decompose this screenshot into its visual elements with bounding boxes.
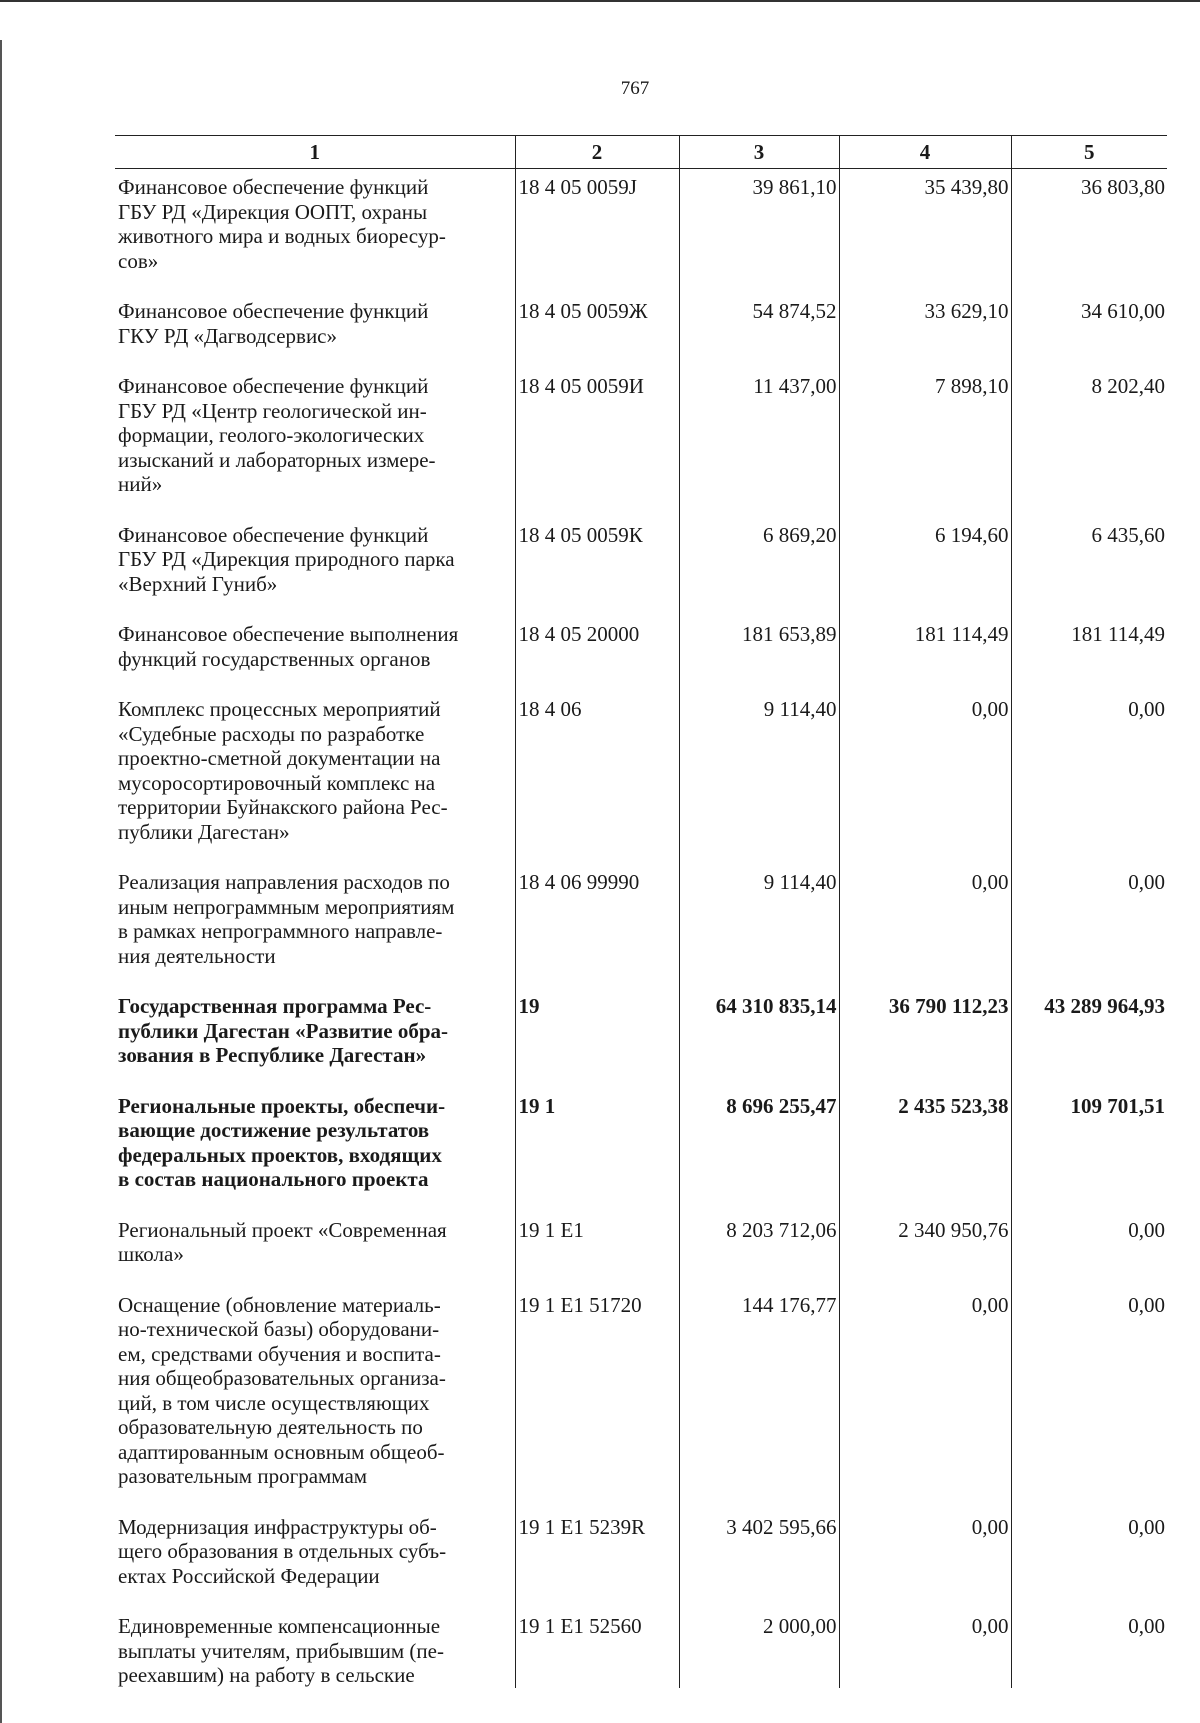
description-line: Финансовое обеспечение функций <box>118 374 429 398</box>
row-code: 18 4 05 0059J <box>515 169 679 294</box>
table-row <box>115 368 1167 517</box>
description-line: вающие достижение результатов <box>118 1118 430 1142</box>
description-line: сов» <box>118 248 159 273</box>
row-code: 19 1 E1 <box>515 1212 679 1287</box>
description-line: ем, средствами обучения и воспита- <box>118 1341 441 1366</box>
row-value-col-4: 7 898,10 <box>839 368 1011 517</box>
description-line: иным непрограммным мероприятиям <box>118 894 455 919</box>
description-line: публики Дагестан» <box>118 819 290 844</box>
row-value-col-5: 0,00 <box>1011 1287 1167 1509</box>
row-description <box>115 616 515 691</box>
description-line: ГБУ РД «Дирекция ООПТ, охраны <box>118 199 428 224</box>
row-value-col-5: 6 435,60 <box>1011 517 1167 617</box>
row-description <box>115 368 515 517</box>
row-description <box>115 1287 515 1509</box>
table-row <box>115 864 1167 988</box>
table-body <box>115 169 1167 1688</box>
description-line: Модернизация инфраструктуры об- <box>118 1514 437 1539</box>
row-code: 19 1 E1 5239R <box>515 1509 679 1609</box>
row-code: 18 4 06 <box>515 691 679 864</box>
row-code: 18 4 05 0059Ж <box>515 293 679 368</box>
description-line: ГБУ РД «Дирекция природного парка <box>118 547 455 571</box>
description-line: Государственная программа Рес- <box>118 994 432 1018</box>
description-line: «Верхний Гуниб» <box>118 571 278 596</box>
row-description <box>115 293 515 368</box>
page-top-border <box>0 0 1200 2</box>
row-value-col-4: 2 340 950,76 <box>839 1212 1011 1287</box>
row-value-col-5: 0,00 <box>1011 1212 1167 1287</box>
row-value-col-3: 9 114,40 <box>679 864 839 988</box>
description-line: Реализация направления расходов по <box>118 870 450 894</box>
row-value-col-5: 36 803,80 <box>1011 169 1167 294</box>
row-value-col-3: 9 114,40 <box>679 691 839 864</box>
description-line: школа» <box>118 1242 184 1266</box>
table-row <box>115 616 1167 691</box>
row-value-col-4: 0,00 <box>839 1509 1011 1609</box>
row-description <box>115 517 515 617</box>
row-value-col-4: 0,00 <box>839 1287 1011 1509</box>
table-row <box>115 1088 1167 1212</box>
row-value-col-3: 8 696 255,47 <box>679 1088 839 1212</box>
row-description <box>115 691 515 864</box>
description-line: в состав национального проекта <box>118 1167 429 1191</box>
page-number: 767 <box>620 78 650 99</box>
row-description <box>115 1608 515 1688</box>
row-value-col-4: 2 435 523,38 <box>839 1088 1011 1212</box>
row-description <box>115 1212 515 1287</box>
table-row <box>115 1608 1167 1688</box>
row-value-col-4: 33 629,10 <box>839 293 1011 368</box>
description-line: ния деятельности <box>118 943 276 968</box>
row-value-col-4: 0,00 <box>839 691 1011 864</box>
description-line: Оснащение (обновление материаль- <box>118 1292 441 1317</box>
table-row <box>115 1509 1167 1609</box>
description-line: образовательную деятельность по <box>118 1415 423 1439</box>
table-header-row <box>115 136 1167 169</box>
row-code: 18 4 05 0059И <box>515 368 679 517</box>
row-value-col-5: 0,00 <box>1011 691 1167 864</box>
row-description <box>115 988 515 1088</box>
row-value-col-3: 39 861,10 <box>679 169 839 294</box>
description-line: ектах Российской Федерации <box>118 1563 380 1588</box>
table-row <box>115 169 1167 294</box>
description-line: реехавшим) на работу в сельские <box>118 1663 415 1687</box>
row-value-col-4: 36 790 112,23 <box>839 988 1011 1088</box>
row-value-col-4: 181 114,49 <box>839 616 1011 691</box>
description-line: выплаты учителям, прибывшим (пе- <box>118 1638 444 1663</box>
description-line: Региональный проект «Современная <box>118 1217 447 1242</box>
description-line: Финансовое обеспечение выполнения <box>118 622 459 646</box>
description-line: в рамках непрограммного направле- <box>118 919 443 943</box>
row-code: 18 4 05 0059К <box>515 517 679 617</box>
row-code: 18 4 06 99990 <box>515 864 679 988</box>
description-line: «Судебные расходы по разработке <box>118 721 425 746</box>
row-code: 19 1 E1 51720 <box>515 1287 679 1509</box>
budget-table <box>115 135 1167 1688</box>
row-value-col-4: 0,00 <box>839 1608 1011 1688</box>
description-line: адаптированным основным общеоб- <box>118 1439 445 1464</box>
row-value-col-3: 2 000,00 <box>679 1608 839 1688</box>
row-description <box>115 1509 515 1609</box>
row-value-col-3: 181 653,89 <box>679 616 839 691</box>
description-line: щего образования в отдельных субъ- <box>118 1539 447 1563</box>
description-line: Комплекс процессных мероприятий <box>118 697 441 721</box>
row-value-col-3: 144 176,77 <box>679 1287 839 1509</box>
row-description <box>115 169 515 294</box>
row-value-col-5: 0,00 <box>1011 864 1167 988</box>
row-code: 19 <box>515 988 679 1088</box>
description-line: ГБУ РД «Центр геологической ин- <box>118 398 427 423</box>
row-code: 19 1 <box>515 1088 679 1212</box>
row-description <box>115 864 515 988</box>
description-line: но-технической базы) оборудовани- <box>118 1317 440 1341</box>
description-line: зования в Республике Дагестан» <box>118 1043 427 1067</box>
row-value-col-4: 0,00 <box>839 864 1011 988</box>
table-row <box>115 293 1167 368</box>
description-line: изысканий и лабораторных измере- <box>118 447 436 472</box>
row-value-col-5: 34 610,00 <box>1011 293 1167 368</box>
description-line: Региональные проекты, обеспечи- <box>118 1093 446 1118</box>
table-row <box>115 1287 1167 1509</box>
row-code: 18 4 05 20000 <box>515 616 679 691</box>
row-value-col-5: 181 114,49 <box>1011 616 1167 691</box>
description-line: ния общеобразовательных организа- <box>118 1366 446 1390</box>
description-line: проектно-сметной документации на <box>118 746 441 770</box>
description-line: ний» <box>118 472 163 496</box>
row-value-col-4: 35 439,80 <box>839 169 1011 294</box>
row-value-col-3: 11 437,00 <box>679 368 839 517</box>
row-value-col-5: 8 202,40 <box>1011 368 1167 517</box>
header-col-4: 4 <box>839 136 1011 169</box>
row-value-col-4: 6 194,60 <box>839 517 1011 617</box>
table-row <box>115 691 1167 864</box>
row-description <box>115 1088 515 1212</box>
row-value-col-3: 3 402 595,66 <box>679 1509 839 1609</box>
row-value-col-3: 64 310 835,14 <box>679 988 839 1088</box>
row-value-col-5: 0,00 <box>1011 1608 1167 1688</box>
description-line: Финансовое обеспечение функций <box>118 175 429 199</box>
header-col-1: 1 <box>115 136 515 169</box>
header-col-2: 2 <box>515 136 679 169</box>
row-value-col-5: 43 289 964,93 <box>1011 988 1167 1088</box>
row-code: 19 1 E1 52560 <box>515 1608 679 1688</box>
header-col-5: 5 <box>1011 136 1167 169</box>
header-col-3: 3 <box>679 136 839 169</box>
description-line: территории Буйнакского района Рес- <box>118 795 448 819</box>
description-line: разовательным программам <box>118 1464 368 1488</box>
row-value-col-5: 0,00 <box>1011 1509 1167 1609</box>
description-line: мусоросортировочный комплекс на <box>118 770 436 795</box>
description-line: формации, геолого-экологических <box>118 423 425 447</box>
row-value-col-3: 8 203 712,06 <box>679 1212 839 1287</box>
description-line: функций государственных органов <box>118 646 431 671</box>
description-line: Финансовое обеспечение функций <box>118 299 429 323</box>
description-line: Финансовое обеспечение функций <box>118 522 429 547</box>
row-value-col-5: 109 701,51 <box>1011 1088 1167 1212</box>
description-line: федеральных проектов, входящих <box>118 1142 442 1167</box>
row-value-col-3: 6 869,20 <box>679 517 839 617</box>
page-left-border <box>0 40 2 1723</box>
row-value-col-3: 54 874,52 <box>679 293 839 368</box>
description-line: публики Дагестан «Развитие обра- <box>118 1018 449 1043</box>
table-row <box>115 988 1167 1088</box>
table-row <box>115 517 1167 617</box>
description-line: Единовременные компенсационные <box>118 1614 441 1638</box>
table-row <box>115 1212 1167 1287</box>
description-line: ций, в том числе осуществляющих <box>118 1390 430 1415</box>
description-line: животного мира и водных биоресур- <box>118 224 446 248</box>
description-line: ГКУ РД «Дагводсервис» <box>118 323 338 348</box>
